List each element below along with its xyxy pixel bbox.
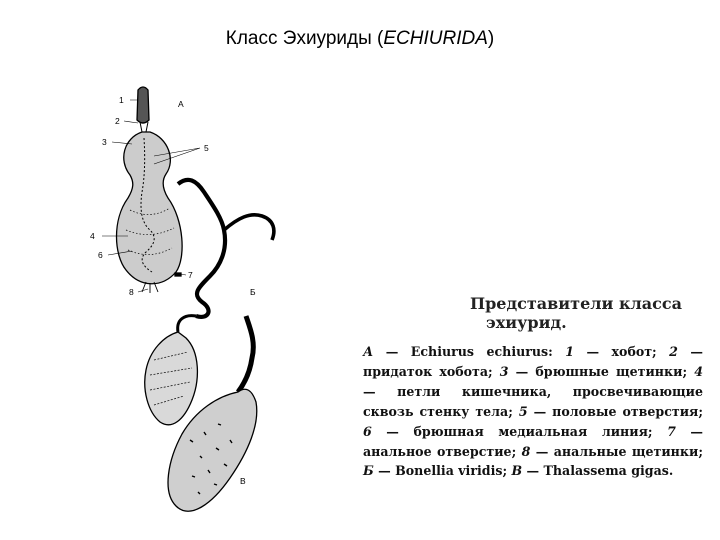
panel-label-b: Б — [250, 287, 256, 297]
callout-3: 3 — [102, 137, 107, 147]
echiurida-drawing — [80, 80, 360, 520]
caption-num-3: 3 — [499, 363, 509, 379]
caption-text-6: — брюшная медиальная линия; — [371, 423, 668, 439]
caption-text-8: — анальные щетинки; — [530, 443, 703, 459]
caption-text-b: — Bonellia viridis; — [373, 463, 512, 479]
caption-num-7: 7 — [667, 423, 676, 439]
caption-letter-b: Б — [363, 463, 374, 479]
illustration — [80, 80, 360, 520]
caption-num-8: 8 — [521, 443, 531, 459]
caption-heading — [470, 294, 710, 332]
caption-num-6: 6 — [363, 423, 372, 439]
title-latin: ECHIURIDA — [383, 28, 488, 49]
caption-text-5: — половые отверстия; — [527, 403, 703, 419]
caption-num-1: 1 — [565, 344, 575, 359]
callout-6: 6 — [98, 250, 103, 260]
caption-text-7: — анальное отверстие; — [363, 423, 703, 459]
caption-num-4: 4 — [694, 363, 703, 379]
panel-label-v: В — [240, 476, 246, 486]
caption-text-v: — Thalassema gigas. — [522, 463, 674, 479]
title-prefix: Класс Эхиуриды ( — [225, 28, 384, 49]
callout-5: 5 — [204, 143, 209, 153]
title-suffix: ) — [487, 28, 495, 49]
slide-title — [0, 28, 720, 50]
caption-text-3: — брюшные щетинки; — [508, 363, 695, 379]
callout-7: 7 — [188, 270, 193, 280]
caption-text-1: — хобот; — [574, 344, 670, 359]
callout-1: 1 — [119, 95, 124, 105]
caption-text-4: — петли кишечника, просвечивающие сквозь стенку тела; — [363, 383, 703, 419]
caption-text-a: — Echiurus echiurus: — [373, 344, 566, 359]
caption-num-2: 2 — [669, 344, 678, 359]
callout-8: 8 — [129, 287, 134, 297]
caption-heading-line1: Представители класса — [470, 294, 683, 313]
caption-letter-a: А — [363, 344, 374, 359]
panel-label-a: А — [178, 99, 184, 109]
caption-text-2: — придаток хобота; — [363, 344, 703, 379]
callout-2: 2 — [115, 116, 120, 126]
caption-body — [363, 342, 703, 481]
caption-num-5: 5 — [518, 403, 528, 419]
callout-4: 4 — [90, 231, 95, 241]
caption-letter-v: В — [511, 463, 523, 479]
caption-heading-line2: эхиурид. — [486, 313, 567, 332]
